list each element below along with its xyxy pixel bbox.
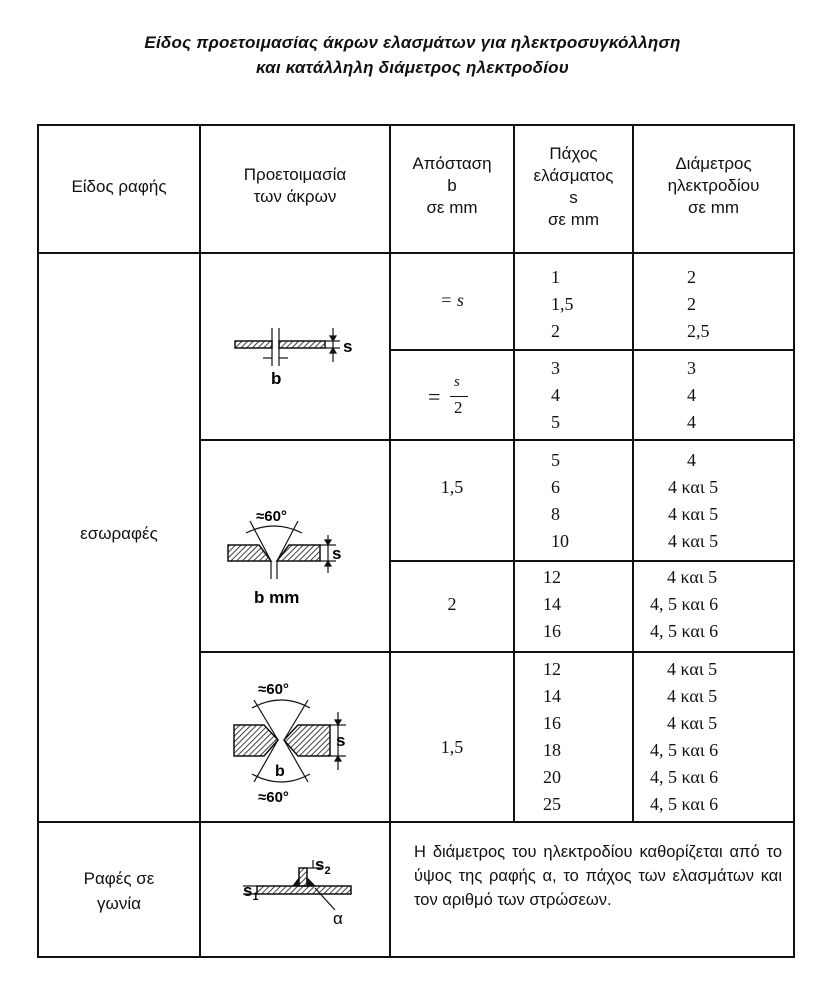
thickness-list-single-v-2: [543, 564, 561, 645]
fig-label-s1: $s_1$: [243, 881, 259, 903]
list-item: 4 και 5: [668, 477, 719, 497]
corner-weld-figure: [235, 852, 375, 932]
left-plate: [235, 341, 272, 348]
list-item: 4 και 5: [668, 531, 719, 551]
header-electrode-diameter: Διάμετρος ηλεκτροδίου σε mm: [667, 154, 760, 217]
thickness-list-single-v-1: [551, 447, 569, 555]
list-item: 14: [543, 594, 561, 614]
double-v-joint-figure: [224, 678, 374, 808]
list-item: 1: [551, 267, 560, 287]
list-item: 4: [687, 412, 696, 432]
diameter-list-square-2: [687, 355, 696, 436]
gap-single-v-2: 2: [447, 594, 457, 614]
fig-label-angle-top: ≈60°: [258, 681, 289, 698]
list-item: 2: [687, 267, 696, 287]
label-butt-welds: εσωραφές: [80, 524, 158, 543]
fig-label-s: s: [336, 731, 346, 750]
thickness-list-double-v: [543, 656, 561, 818]
list-item: 4 και 5: [667, 567, 718, 587]
list-item: 5: [551, 412, 560, 432]
left-plate: [228, 545, 271, 561]
list-item: 12: [543, 567, 561, 587]
page-subtitle: και κατάλληλη διάμετρος ηλεκτροδίου: [256, 58, 569, 77]
header-gap: Απόσταση b σε mm: [412, 154, 492, 217]
list-item: 4 και 5: [668, 504, 719, 524]
list-item: 4: [687, 385, 696, 405]
base-plate: [257, 886, 351, 894]
list-item: 2: [551, 321, 560, 341]
list-item: 2,5: [687, 321, 710, 341]
header-sheet-thickness: Πάχος ελάσματος s σε mm: [533, 144, 614, 229]
list-item: 10: [551, 531, 569, 551]
fig-label-angle: ≈60°: [256, 508, 287, 525]
list-item: 4, 5 και 6: [650, 740, 719, 760]
diameter-list-square-1: [687, 264, 710, 345]
square-butt-joint-figure: [225, 318, 365, 398]
list-item: 4: [551, 385, 560, 405]
list-item: 8: [551, 504, 560, 524]
gap-single-v-1: 1,5: [440, 477, 464, 497]
list-item: 4 και 5: [667, 686, 718, 706]
list-item: 4, 5 και 6: [650, 794, 719, 814]
single-v-joint-figure: [224, 505, 374, 605]
fraction-bar: [450, 396, 468, 397]
list-item: 1,5: [551, 294, 574, 314]
diameter-list-single-v-2: [650, 564, 718, 645]
corner-weld-note: Η διάμετρος του ηλεκτροδίου καθορίζεται από το ύψος της ραφής α, το πάχος των ελασμάτων και τον αριθμό των στρώσεων.: [414, 843, 782, 909]
list-item: 16: [543, 713, 561, 733]
list-item: 4, 5 και 6: [650, 594, 719, 614]
right-plate: [277, 545, 320, 561]
thickness-list-square-1: [551, 264, 574, 345]
page-title: Είδος προετοιμασίας άκρων ελασμάτων για ηλεκτροσυγκόλληση: [144, 33, 681, 52]
header-edge-preparation: Προετοιμασία των άκρων: [243, 165, 347, 206]
list-item: 25: [543, 794, 561, 814]
fig-label-s: s: [332, 544, 342, 563]
thickness-list-square-2: [551, 355, 560, 436]
list-item: 12: [543, 659, 561, 679]
label-corner-welds: Ραφές σε γωνία: [83, 869, 155, 913]
right-plate: [279, 341, 325, 348]
fig-label-b: b: [271, 369, 282, 388]
diameter-list-double-v: [650, 656, 718, 818]
header-seam-type: Είδος ραφής: [71, 177, 167, 196]
fig-label-b: b: [275, 763, 285, 780]
gap-square-1: = s: [440, 290, 464, 310]
list-item: 4: [687, 450, 696, 470]
fig-label-angle-bottom: ≈60°: [258, 789, 289, 806]
list-item: 3: [687, 358, 696, 378]
fig-label-s2: $s_2$: [315, 855, 331, 877]
list-item: 16: [543, 621, 561, 641]
list-item: 5: [551, 450, 560, 470]
list-item: 4 και 5: [667, 659, 718, 679]
list-item: 4, 5 και 6: [650, 621, 719, 641]
fig-label-a: α: [333, 909, 343, 928]
list-item: 14: [543, 686, 561, 706]
fig-label-b: b mm: [254, 588, 300, 605]
list-item: 20: [543, 767, 561, 787]
list-item: 6: [551, 477, 560, 497]
list-item: 2: [687, 294, 696, 314]
list-item: 4 και 5: [667, 713, 718, 733]
list-item: 4, 5 και 6: [650, 767, 719, 787]
gap-double-v: 1,5: [440, 737, 464, 757]
diameter-list-single-v-1: [668, 447, 718, 555]
upright-plate: [299, 868, 307, 886]
list-item: 18: [543, 740, 561, 760]
list-item: 3: [551, 358, 560, 378]
fig-label-s: s: [343, 337, 353, 356]
